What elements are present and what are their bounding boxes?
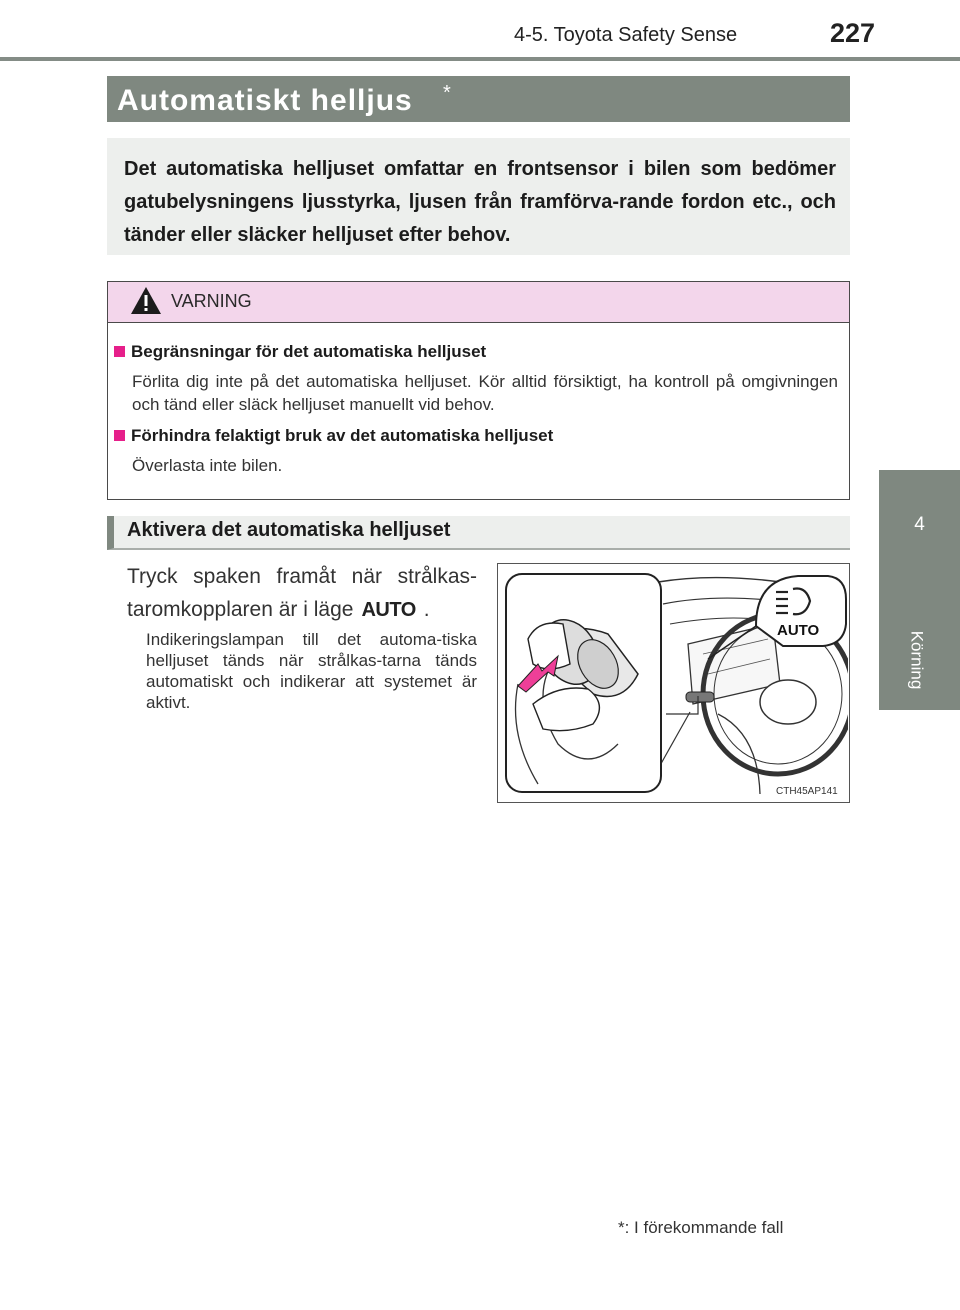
step-note: Indikeringslampan till det automa-tiska helljuset tänds när strålkas-tarna tänds automatiskt och indikerar att systemet är aktivt. [146,630,477,712]
warning-label: VARNING [171,291,252,311]
chapter-number: 4 [914,514,925,535]
section-heading-bar [107,516,850,550]
warning-item-heading-text: Förhindra felaktigt bruk av det automatiska helljuset [131,426,554,445]
warning-item-heading [114,342,486,362]
step-text-end: . [423,598,430,621]
header-section-title: 4-5. Toyota Safety Sense [514,24,738,46]
headlight-lever-figure [497,563,850,803]
warning-header [108,282,849,323]
page-title: Automatiskt helljus [117,84,413,117]
header-rule [0,57,960,61]
warning-item-heading [114,426,553,446]
warning-item-body: Överlasta inte bilen. [132,456,283,475]
warning-item-body: Förlita dig inte på det automatiska helljuset. Kör alltid försiktigt, ha kontroll på omgivningen och tänd eller släck helljuset manuellt vid behov. [132,372,838,414]
figure-illustration [498,564,848,802]
intro-box [107,138,850,255]
warning-item-heading-text: Begränsningar för det automatiska helljuset [131,342,487,361]
bullet-square-icon [114,430,125,441]
step-text: Tryck spaken framåt när strålkas-taromkopplaren är i läge [127,565,477,621]
chapter-label-text: Körning [907,630,927,690]
figure-auto-label: AUTO [777,622,820,639]
intro-text: Det automatiska helljuset omfattar en frontsensor i bilen som bedömer gatubelysningens ljusstyrka, ljusen från framförva-rande fordon etc., och tänder eller släcker helljuset efter behov. [124,158,836,246]
section-heading: Aktivera det automatiska helljuset [127,519,451,541]
figure-code: CTH45AP141 [776,786,838,797]
title-banner [107,76,850,122]
warning-triangle-icon [130,286,162,316]
page-number: 227 [830,18,876,48]
footnote: *: I förekommande fall [618,1218,784,1237]
chapter-label [896,620,936,700]
warning-box [107,281,850,500]
step-instruction [127,560,477,627]
bullet-square-icon [114,346,125,357]
auto-position-glyph: AUTO [361,599,416,621]
title-asterisk: * [443,82,451,104]
